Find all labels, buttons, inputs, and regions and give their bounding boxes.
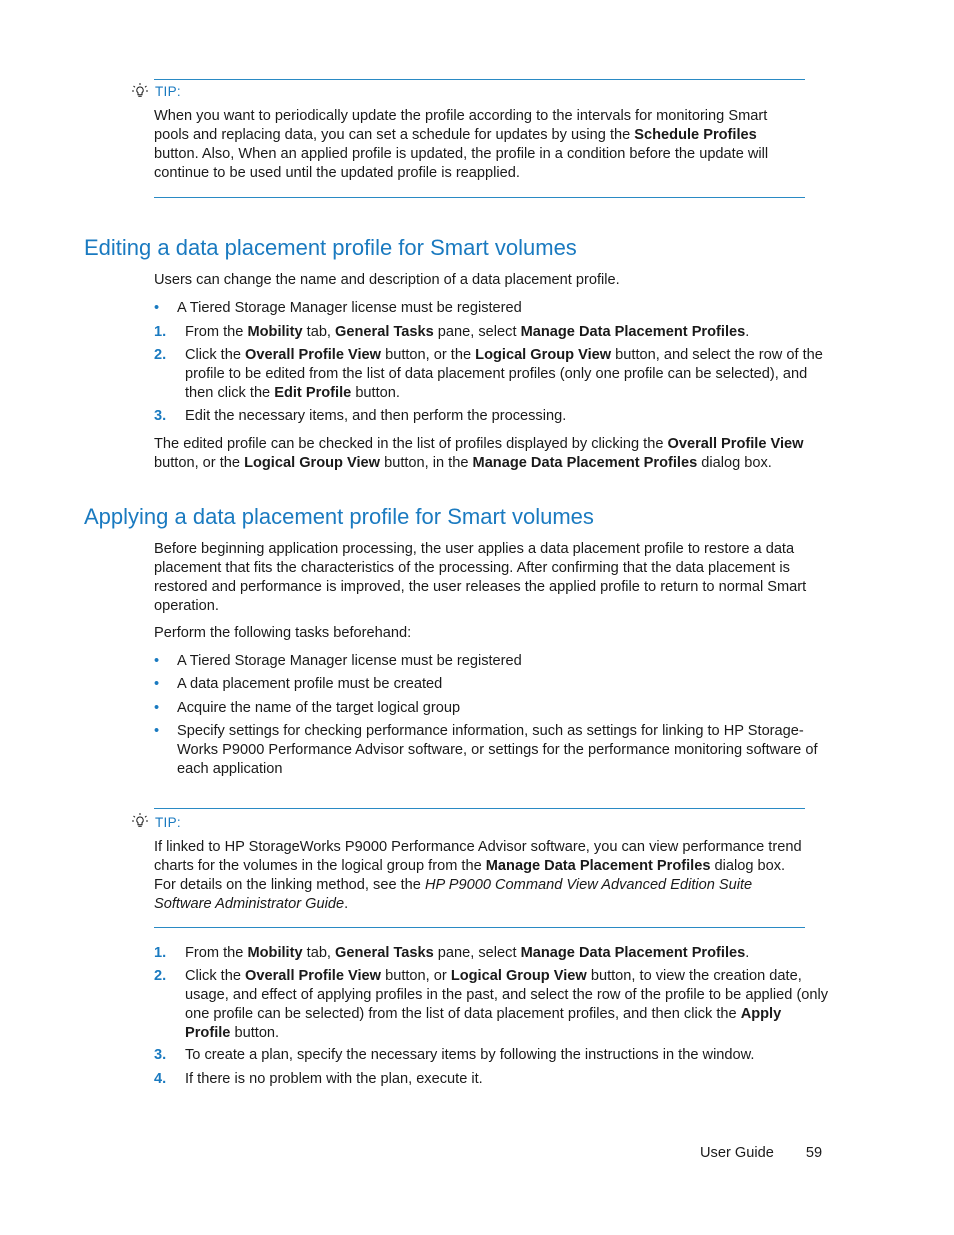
- tip1-label: TIP:: [155, 84, 181, 99]
- tip1-top-rule: [154, 79, 805, 80]
- text-run: tab,: [302, 324, 336, 340]
- text-run: Overall Profile View: [245, 347, 382, 363]
- section1-intro: Users can change the name and description of a data placement profile.: [154, 272, 620, 288]
- tip2-top-rule: [154, 808, 805, 809]
- text-run: button.: [351, 385, 400, 401]
- text-run: pane, select: [433, 324, 521, 340]
- text-run: Logical Group View: [450, 968, 587, 984]
- text-run: .: [745, 945, 750, 961]
- page-number: 59: [805, 1145, 823, 1161]
- text-run: Logical Group View: [475, 347, 612, 363]
- bullet-dot: •: [154, 676, 160, 692]
- tip1-text: [154, 107, 804, 183]
- text-run: From the: [185, 945, 248, 961]
- tip2-text: [154, 838, 809, 914]
- section2-prereq: Perform the following tasks beforehand:: [154, 625, 412, 641]
- text-run: Mobility: [247, 945, 303, 961]
- text-run: Click the: [185, 968, 246, 984]
- text-run: .: [745, 324, 750, 340]
- step-text: [185, 323, 830, 342]
- text-run: Manage Data Placement Profiles: [520, 324, 746, 340]
- text-run: Logical Group View: [244, 455, 381, 471]
- text-run: Edit the necessary items, and then perform the processing.: [185, 408, 567, 424]
- tip2-label: TIP:: [155, 815, 181, 830]
- text-run: Overall Profile View: [245, 968, 382, 984]
- text-run: pane, select: [433, 945, 521, 961]
- step-number: 4.: [154, 1071, 167, 1087]
- section2-heading: Applying a data placement profile for Smart volumes: [84, 504, 594, 529]
- text-run: HP P9000 Command View Advanced Edition Suite Software Administrator Guide: [154, 877, 753, 912]
- bullet-dot: •: [154, 723, 160, 739]
- text-run: General Tasks: [335, 324, 434, 340]
- step-text: [185, 967, 830, 1043]
- bullet-text: Acquire the name of the target logical group: [177, 700, 461, 716]
- text-run: dialog box. For details on the linking method, see the: [154, 858, 786, 893]
- bullet-text: Specify settings for checking performance information, such as settings for linking to HP Storage-Works P9000 Performance Advisor software, or settings for the performance monitoring software of each application: [177, 723, 818, 777]
- bullet-dot: •: [154, 700, 160, 716]
- bullet-text: A data placement profile must be created: [177, 676, 443, 692]
- text-run: button.: [230, 1025, 280, 1041]
- text-run: The edited profile can be checked in the list of profiles displayed by clicking the: [154, 436, 668, 452]
- step-number: 3.: [154, 408, 167, 424]
- text-run: button, and select the row of the profile to be edited from the list of data placement profiles (only one profile can be selected), and then click the: [185, 347, 823, 401]
- text-run: dialog box.: [697, 455, 772, 471]
- step-text: [185, 407, 830, 426]
- lightbulb-icon: [131, 82, 149, 100]
- text-run: General Tasks: [335, 945, 434, 961]
- tip2-bottom-rule: [154, 927, 805, 928]
- step-number: 1.: [154, 945, 167, 961]
- text-run: Overall Profile View: [667, 436, 804, 452]
- bullet-dot: •: [154, 300, 160, 316]
- step-number: 2.: [154, 347, 167, 363]
- text-run: If linked to HP StorageWorks P9000 Performance Advisor software, you can view performance trend charts for the volumes in the logical group from the: [154, 839, 802, 874]
- lightbulb-icon: [131, 812, 149, 830]
- text-run: Manage Data Placement Profiles: [520, 945, 746, 961]
- page-footer: [700, 1144, 830, 1163]
- text-run: button. Also, When an applied profile is updated, the profile in a condition before the update will continue to be used until the updated profile is reapplied.: [154, 146, 769, 181]
- section1-heading: Editing a data placement profile for Smart volumes: [84, 235, 577, 260]
- text-run: Schedule Profiles: [634, 127, 757, 143]
- section2-intro: Before beginning application processing, the user applies a data placement profile to restore a data placement that fits the characteristics of the processing. After confirming that the data placement is restored and performance is improved, the user releases the applied profile to return to normal Smart operation.: [154, 541, 807, 614]
- bullet-dot: •: [154, 653, 160, 669]
- step-text: [185, 1070, 830, 1089]
- text-run: To create a plan, specify the necessary items by following the instructions in the window.: [185, 1047, 755, 1063]
- text-run: Mobility: [247, 324, 303, 340]
- text-run: button, or the: [154, 455, 245, 471]
- step-number: 3.: [154, 1047, 167, 1063]
- step-text: [185, 944, 830, 963]
- text-run: button, or the: [381, 347, 476, 363]
- text-run: button, to view the creation date, usage, and effect of applying profiles in the past, and select the row of the profile to be applied (only one profile can be selected) from the list of data placement profiles, and then click the: [185, 968, 829, 1022]
- text-run: .: [344, 896, 349, 912]
- text-run: Edit Profile: [274, 385, 352, 401]
- text-run: Manage Data Placement Profiles: [472, 455, 698, 471]
- text-run: Apply Profile: [185, 1006, 782, 1041]
- bullet-text: A Tiered Storage Manager license must be registered: [177, 653, 522, 669]
- step-text: [185, 346, 830, 403]
- text-run: Click the: [185, 347, 246, 363]
- text-run: When you want to periodically update the profile according to the intervals for monitoring Smart pools and replacing data, you can set a schedule for updates by using the: [154, 108, 768, 143]
- text-run: Manage Data Placement Profiles: [485, 858, 711, 874]
- bullet-text: A Tiered Storage Manager license must be registered: [177, 300, 522, 316]
- text-run: If there is no problem with the plan, execute it.: [185, 1071, 483, 1087]
- text-run: button, in the: [380, 455, 473, 471]
- section1-closing: [154, 435, 830, 473]
- step-number: 1.: [154, 324, 167, 340]
- footer-label: User Guide: [700, 1145, 774, 1161]
- step-text: [185, 1046, 830, 1065]
- step-number: 2.: [154, 968, 167, 984]
- text-run: tab,: [302, 945, 336, 961]
- tip1-bottom-rule: [154, 197, 805, 198]
- text-run: button, or: [381, 968, 451, 984]
- text-run: From the: [185, 324, 248, 340]
